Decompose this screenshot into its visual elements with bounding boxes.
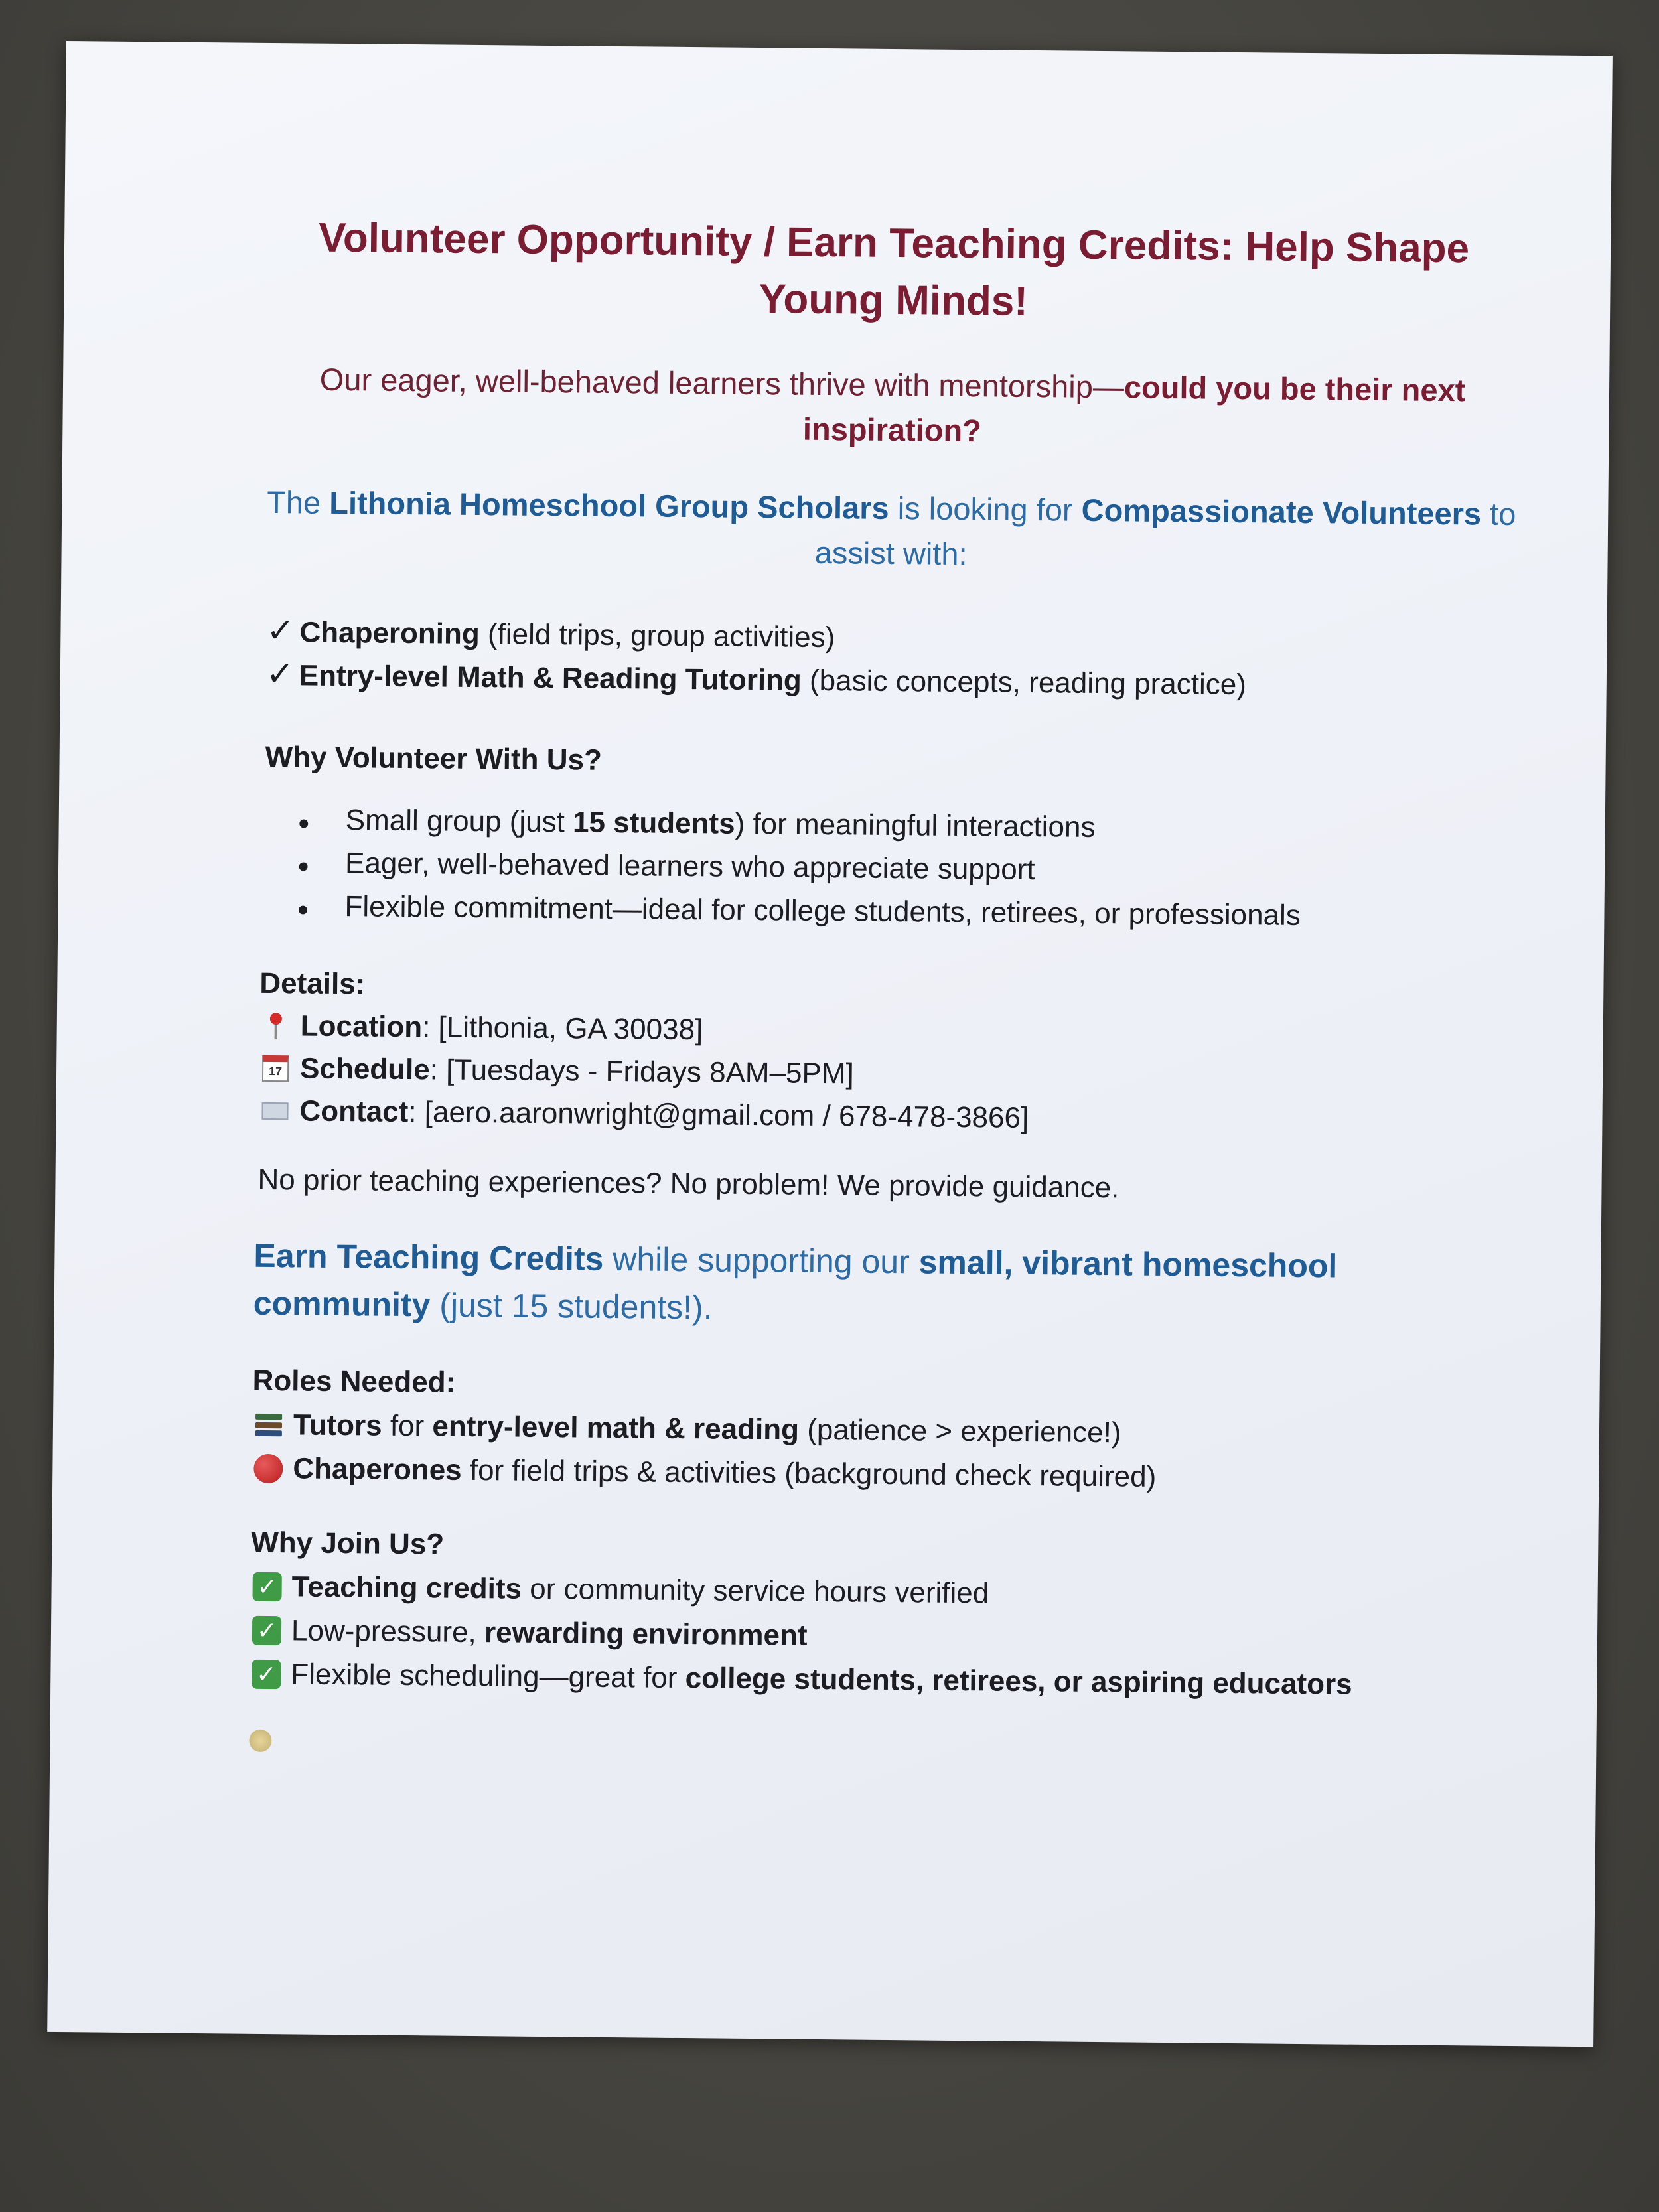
earn-credits-paragraph [253, 1232, 1514, 1339]
bullet-icon: ● [297, 812, 310, 834]
role-text: (patience > experience!) [798, 1413, 1121, 1449]
bullet-text: Eager, well-behaved learners who appreciate support [344, 847, 1035, 887]
assist-list [266, 610, 1521, 708]
role-text: for field trips & activities (background check required) [461, 1453, 1157, 1493]
details-section [258, 962, 1517, 1144]
contact-value: : [aero.aaronwright@gmail.com / 678-478-3866] [408, 1096, 1029, 1134]
green-check-icon: ✓ [250, 1614, 283, 1647]
role-title: Tutors [293, 1408, 382, 1442]
roles-heading: Roles Needed: [252, 1364, 456, 1399]
contact-label: Contact [299, 1094, 409, 1129]
intro-question: could you be their next inspiration? [802, 369, 1466, 449]
earn-credits-text: (just 15 students!). [430, 1286, 713, 1327]
intro-text: Our eager, well-behaved learners thrive with mentorship— [319, 361, 1125, 405]
volunteer-role: Compassionate Volunteers [1081, 492, 1482, 532]
contact-card-icon [258, 1094, 291, 1128]
why-volunteer-heading: Why Volunteer With Us? [265, 740, 603, 776]
no-experience-note: No prior teaching experiences? No problem! We provide guidance. [257, 1163, 1119, 1205]
why-join-heading: Why Join Us? [251, 1526, 445, 1561]
assist-item-detail: (field trips, group activities) [479, 618, 835, 654]
bullet-text: Flexible commitment—ideal for college students, retirees, or professionals [344, 890, 1301, 932]
roles-section [252, 1359, 1514, 1503]
why-join-section [250, 1521, 1512, 1708]
role-text: for [382, 1409, 433, 1443]
assist-item-title: Chaperoning [299, 616, 480, 651]
lead-mid: is looking for [889, 490, 1082, 528]
role-emphasis: entry-level math & reading [432, 1410, 800, 1446]
earn-credits-text: while supporting our [603, 1240, 919, 1281]
bullet-emphasis: 15 students [572, 806, 735, 840]
checkmark-icon: ✓ [266, 611, 295, 650]
role-title: Chaperones [293, 1452, 462, 1487]
lead-post: to assist with: [814, 496, 1516, 572]
earn-credits-emphasis: Earn Teaching Credits [253, 1236, 604, 1278]
location-value: : [Lithonia, GA 30038] [421, 1011, 703, 1047]
books-icon [252, 1408, 285, 1441]
community-emphasis: small, vibrant homeschool community [253, 1243, 1338, 1324]
red-circle-icon [252, 1452, 285, 1485]
award-icon [249, 1730, 271, 1752]
bullet-text: Small group (just [345, 804, 573, 839]
join-emphasis: rewarding environment [484, 1616, 808, 1652]
schedule-value: : [Tuesdays - Fridays 8AM–5PM] [429, 1053, 854, 1090]
join-text: Low-pressure, [291, 1614, 485, 1649]
bullet-icon: ● [297, 855, 310, 877]
assist-item-detail: (basic concepts, reading practice) [801, 664, 1247, 701]
schedule-label: Schedule [299, 1052, 431, 1086]
flyer-content [249, 209, 1524, 1764]
join-text: or community service hours verified [521, 1572, 989, 1610]
checkmark-icon: ✓ [265, 654, 295, 693]
assist-item-title: Entry-level Math & Reading Tutoring [299, 659, 802, 697]
flyer-page [47, 41, 1613, 2047]
why-volunteer-list [297, 800, 1519, 941]
intro-paragraph [261, 356, 1523, 459]
map-pin-icon [259, 1009, 293, 1043]
bullet-icon: ● [297, 898, 309, 921]
details-heading: Details: [259, 966, 366, 1001]
calendar-icon: 17 [259, 1052, 292, 1085]
flyer-title: Volunteer Opportunity / Earn Teaching Credits: Help Shape Young Minds! [318, 214, 1470, 325]
lead-pre: The [266, 484, 330, 520]
location-label: Location [300, 1009, 423, 1044]
join-text: Flexible scheduling—great for [291, 1658, 685, 1695]
bullet-text: ) for meaningful interactions [735, 807, 1096, 844]
join-emphasis: Teaching credits [291, 1570, 522, 1605]
organization-name: Lithonia Homeschool Group Scholars [329, 484, 889, 526]
green-check-icon: ✓ [250, 1658, 283, 1691]
green-check-icon: ✓ [250, 1570, 283, 1603]
organization-lead [260, 480, 1522, 582]
join-emphasis: college students, retirees, or aspiring educators [685, 1662, 1352, 1701]
